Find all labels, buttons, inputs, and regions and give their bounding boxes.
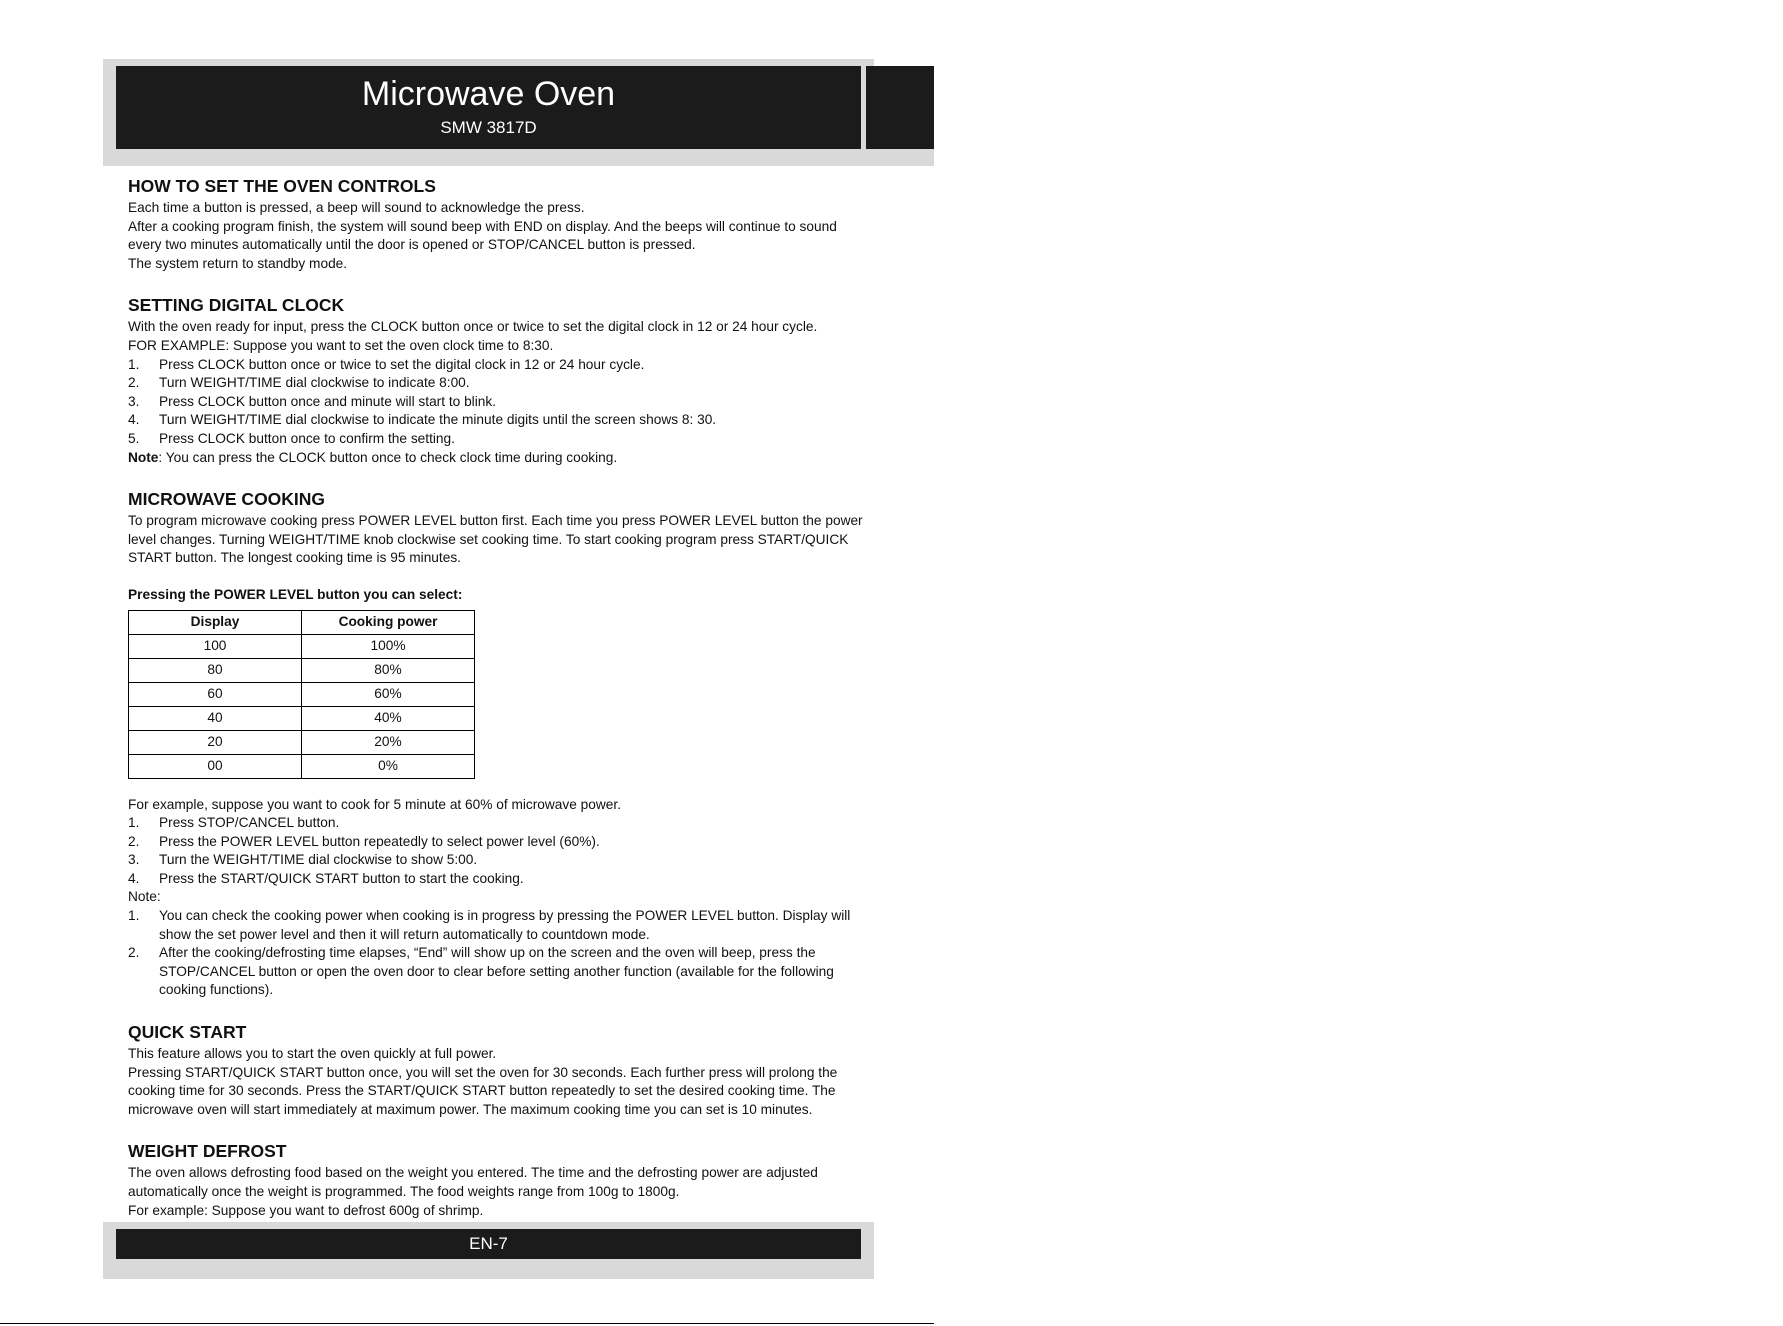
paragraph: After a cooking program finish, the system will sound beep with END on display. And the beeps will continue to sound every two minutes automatically until the door is opened or STOP/CANCEL button is pressed.	[128, 218, 837, 253]
table-cell: 00	[129, 754, 302, 778]
list-number: 5.	[128, 430, 140, 446]
table-cell: 100%	[302, 634, 475, 658]
table-row	[129, 706, 475, 730]
list-text: Press the START/QUICK START button to start the cooking.	[159, 870, 524, 886]
paragraph: For example: Suppose you want to defrost 600g of shrimp.	[128, 1202, 484, 1218]
paragraph: The system return to standby mode.	[128, 255, 348, 271]
header-bar	[116, 66, 861, 149]
list-item	[128, 944, 873, 1000]
list-text: Turn the WEIGHT/TIME dial clockwise to show 5:00.	[159, 852, 478, 868]
section-clock	[128, 295, 873, 467]
bottom-rule	[0, 1323, 934, 1324]
model-number: SMW 3817D	[440, 118, 537, 137]
paragraph: Each time a button is pressed, a beep will sound to acknowledge the press.	[128, 200, 585, 215]
table-caption: Pressing the POWER LEVEL button you can select:	[128, 586, 463, 602]
list-text: Press the POWER LEVEL button repeatedly to select power level (60%).	[159, 833, 600, 849]
table-cell: 20%	[302, 730, 475, 754]
list-text: Turn WEIGHT/TIME dial clockwise to indicate 8:00.	[159, 375, 470, 391]
section-controls	[128, 176, 873, 273]
list-item	[128, 870, 873, 889]
list-number: 1.	[128, 908, 140, 924]
table-row	[129, 730, 475, 754]
list-number: 4.	[128, 870, 140, 886]
table-cell: 60%	[302, 682, 475, 706]
table-row	[129, 634, 475, 658]
paragraph: With the oven ready for input, press the CLOCK button once or twice to set the digital clock in 12 or 24 hour cycle.	[128, 319, 818, 335]
section-weight-defrost	[128, 1141, 873, 1220]
list-number: 1.	[128, 356, 140, 372]
list-item	[128, 851, 873, 870]
paragraph: This feature allows you to start the oven quickly at full power.	[128, 1046, 497, 1062]
list-item	[128, 393, 873, 412]
page-title: Microwave Oven	[361, 75, 616, 113]
list-number: 2.	[128, 833, 140, 849]
footer-bar	[116, 1229, 861, 1259]
section-heading: QUICK START	[128, 1022, 247, 1043]
table-row	[129, 754, 475, 778]
list-item	[128, 907, 873, 944]
section-heading: MICROWAVE COOKING	[128, 489, 326, 510]
list-number: 3.	[128, 852, 140, 868]
list-text: Press STOP/CANCEL button.	[159, 815, 340, 831]
language-tab	[866, 66, 1782, 197]
paragraph: The oven allows defrosting food based on the weight you entered. The time and the defrosting power are adjusted automatically once the weight is programmed. The food weights range from 100g to 1800g.	[128, 1165, 818, 1199]
list-item	[128, 814, 873, 833]
list-text: Press CLOCK button once and minute will start to blink.	[159, 393, 497, 409]
list-number: 4.	[128, 412, 140, 428]
list-text: Turn WEIGHT/TIME dial clockwise to indicate the minute digits until the screen shows 8: 30.	[159, 412, 717, 428]
list-text: Press CLOCK button once or twice to set the digital clock in 12 or 24 hour cycle.	[159, 356, 645, 372]
list-number: 2.	[128, 945, 140, 961]
list-item	[128, 833, 873, 852]
section-quick-start	[128, 1022, 873, 1119]
list-number: 1.	[128, 815, 140, 831]
table-row	[129, 682, 475, 706]
table-cell: 60	[129, 682, 302, 706]
paragraph: For example, suppose you want to cook for 5 minute at 60% of microwave power.	[128, 796, 621, 812]
table-cell: 20	[129, 730, 302, 754]
section-heading: HOW TO SET THE OVEN CONTROLS	[128, 176, 436, 196]
page-content	[128, 176, 873, 1242]
language-label: EN	[1749, 151, 1782, 197]
table-cell: 80	[129, 658, 302, 682]
table-header: Cooking power	[302, 610, 475, 634]
table-header: Display	[129, 610, 302, 634]
list-text: Press CLOCK button once to confirm the setting.	[159, 430, 455, 446]
table-cell: 0%	[302, 754, 475, 778]
table-cell: 80%	[302, 658, 475, 682]
note-text: : You can press the CLOCK button once to check clock time during cooking.	[158, 449, 618, 465]
table-row	[129, 658, 475, 682]
note	[128, 449, 873, 468]
note-label: Note	[128, 449, 159, 465]
section-heading: WEIGHT DEFROST	[128, 1141, 287, 1162]
power-level-table	[128, 610, 475, 779]
list-text: You can check the cooking power when cooking is in progress by pressing the POWER LEVEL button. Display will show the set power level and then it will return automatically to countdown mode.	[159, 908, 851, 942]
list-item	[128, 356, 873, 375]
list-item	[128, 411, 873, 430]
paragraph: To program microwave cooking press POWER LEVEL button first. Each time you press POWER LEVEL button the power level changes. Turning WEIGHT/TIME knob clockwise set cooking time. To start cooking program press START/QUICK START button. The longest cooking time is 95 minutes.	[128, 513, 863, 566]
section-heading: SETTING DIGITAL CLOCK	[128, 295, 345, 316]
paragraph: Pressing START/QUICK START button once, you will set the oven for 30 seconds. Each further press will prolong the cooking time for 30 seconds. Press the START/QUICK START button repeatedly to set the desired cooking time. The microwave oven will start immediately at maximum power. The maximum cooking time you can set is 10 minutes.	[128, 1064, 838, 1117]
list-number: 2.	[128, 375, 140, 391]
lang-tab-shadow	[874, 149, 934, 166]
table-cell: 100	[129, 634, 302, 658]
page-number: EN-7	[469, 1234, 508, 1253]
section-microwave	[128, 489, 873, 1000]
list-item	[128, 430, 873, 449]
table-header-row	[129, 610, 475, 634]
list-item	[128, 374, 873, 393]
paragraph: FOR EXAMPLE: Suppose you want to set the oven clock time to 8:30.	[128, 337, 554, 353]
table-cell: 40%	[302, 706, 475, 730]
list-number: 3.	[128, 393, 140, 409]
note-label: Note:	[128, 889, 161, 905]
table-cell: 40	[129, 706, 302, 730]
list-text: After the cooking/defrosting time elapses, “End” will show up on the screen and the oven will beep, press the STOP/CANCEL button or open the oven door to clear before setting another function (available for the following cooking functions).	[159, 945, 834, 998]
